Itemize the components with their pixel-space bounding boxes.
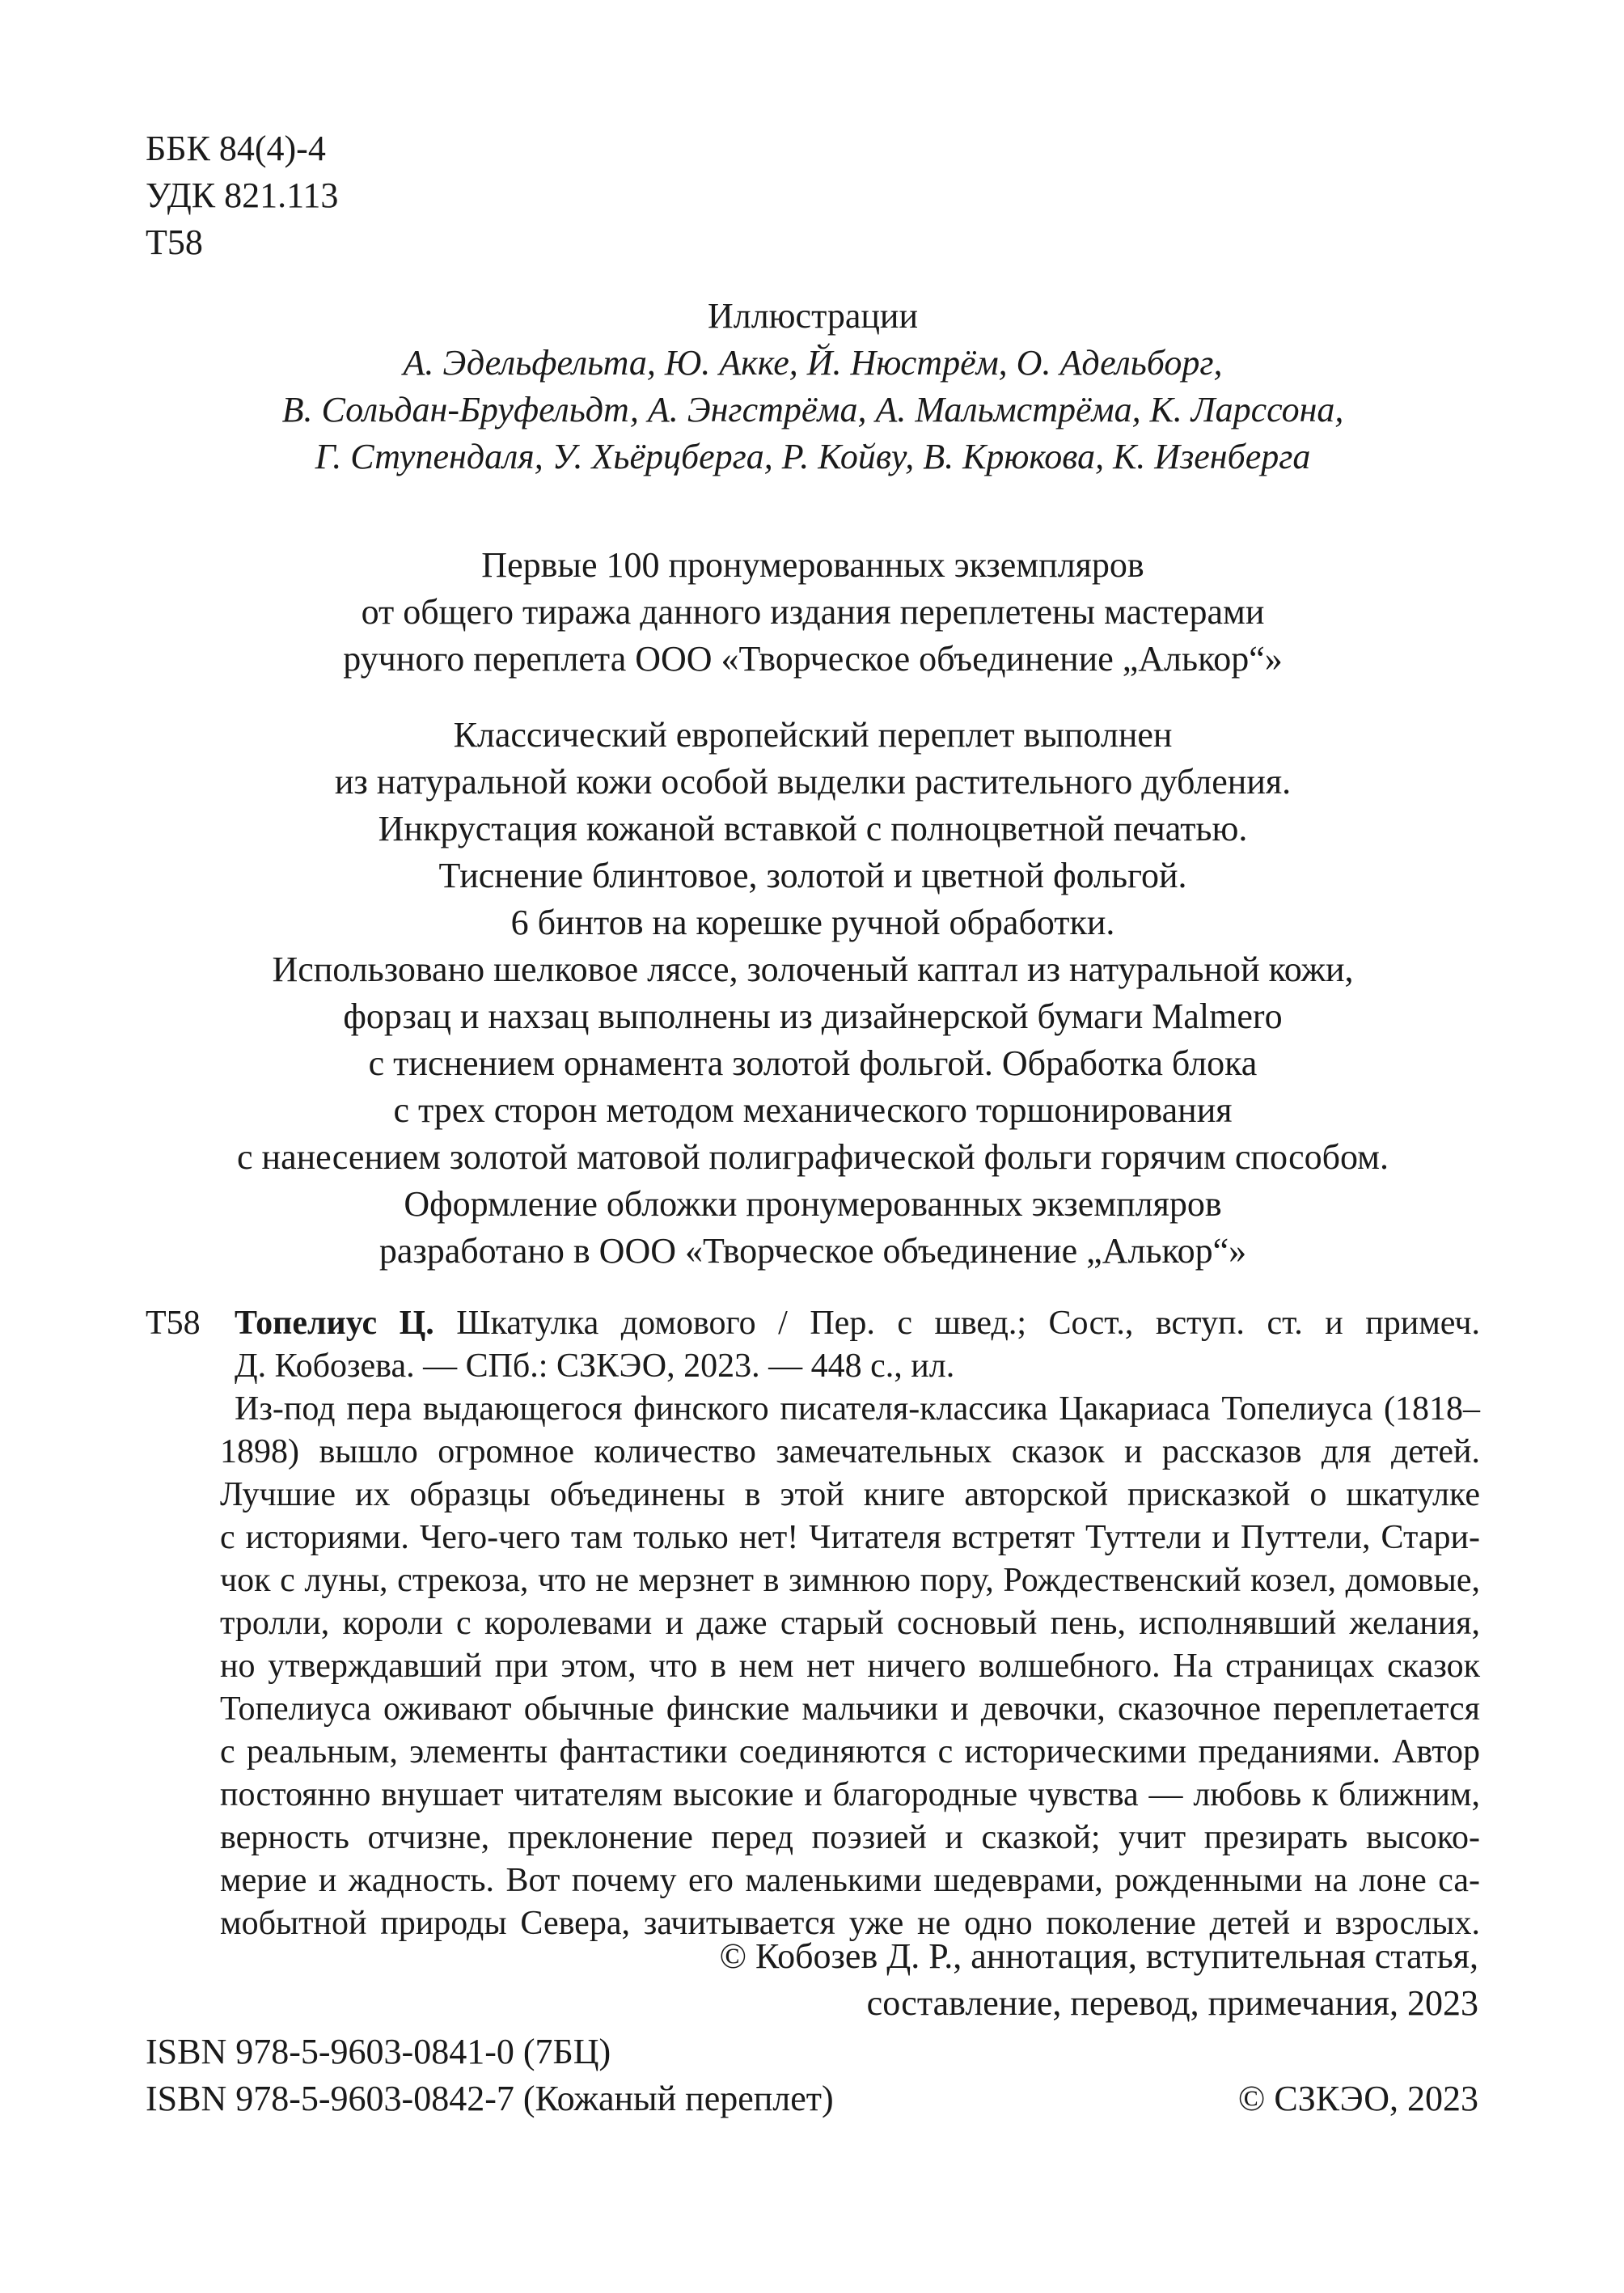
binding-line: с тиснением орнамента золотой фольгой. Обработка блока [368, 1043, 1258, 1083]
isbn-line: ISBN 978-5-9603-0842-7 (Кожаный переплет) [146, 2079, 834, 2118]
summary-line: с реальным, элементы фантастики соединяются с историческими преданиями. Автор [220, 1733, 1480, 1771]
summary-line: мерие и жадность. Вот почему его маленькими шедеврами, рожденными на лоне са- [220, 1862, 1480, 1899]
copyright-line: © Кобозев Д. Р., аннотация, вступительная статья, [719, 1936, 1478, 1976]
summary-line: верность отчизне, преклонение перед поэзией и сказкой; учит презирать высоко- [220, 1819, 1480, 1856]
numbered-copies-line: ручного переплета ООО «Творческое объединение „Алькор“» [343, 639, 1283, 679]
isbn-block [146, 2029, 834, 2122]
annotation-author-mark: Т58 [146, 1305, 201, 1342]
summary-line: Из-под пера выдающегося финского писателя-классика Цакариаса Топелиуса (1818– [235, 1390, 1480, 1428]
classification-codes [146, 125, 338, 266]
udk-code: УДК 821.113 [146, 176, 339, 215]
summary-line: Топелиуса оживают обычные финские мальчики и девочки, сказочное переплетается [220, 1690, 1480, 1728]
illustrations-heading: Иллюстрации [707, 296, 919, 336]
summary-line: тролли, короли с королевами и даже старый сосновый пень, исполнявший желания, [220, 1605, 1480, 1642]
binding-description [146, 712, 1480, 1275]
binding-line: разработано в ООО «Творческое объединение „Алькор“» [379, 1231, 1247, 1271]
copyright-publisher: © СЗКЭО, 2023 [1237, 2079, 1478, 2118]
binding-line: Использовано шелковое ляссе, золоченый каптал из натуральной кожи, [272, 950, 1354, 989]
copyright-line: составление, перевод, примечания, 2023 [866, 1983, 1478, 2023]
binding-line: с нанесением золотой матовой полиграфической фольги горячим способом. [237, 1137, 1389, 1177]
illustrations-credits [146, 293, 1480, 480]
summary-line: Лучшие их образцы объединены в этой книге авторской присказкой о шкатулке [220, 1476, 1480, 1513]
illustrators-line: В. Сольдан-Бруфельдт, А. Энгстрёма, А. Мальмстрёма, К. Ларссона, [281, 390, 1344, 429]
annotation-body [220, 1302, 1481, 1945]
biblio-line: Д. Кобозева. — СПб.: СЗКЭО, 2023. — 448 с., ил. [235, 1347, 955, 1385]
biblio-line [235, 1302, 1480, 1345]
numbered-copies-note [146, 542, 1480, 683]
binding-line: Инкрустация кожаной вставкой с полноцветной печатью. [378, 809, 1248, 848]
isbn-line: ISBN 978-5-9603-0841-0 (7БЦ) [146, 2032, 611, 2071]
summary-line: с историями. Чего-чего там только нет! Читателя встретят Туттели и Путтели, Стари- [220, 1519, 1480, 1556]
summary-line: чок с луны, стрекоза, что не мерзнет в зимнюю пору, Рождественский козел, домовые, [220, 1562, 1480, 1599]
binding-line: форзац и нахзац выполнены из дизайнерской бумаги Malmero [343, 996, 1283, 1036]
binding-line: Классический европейский переплет выполнен [453, 715, 1173, 755]
copyright-kobozev [720, 1933, 1478, 2027]
binding-line: с трех сторон методом механического торшонирования [393, 1090, 1233, 1130]
binding-line: Тиснение блинтовое, золотой и цветной фольгой. [438, 856, 1187, 895]
binding-line: 6 бинтов на корешке ручной обработки. [510, 903, 1115, 942]
summary-line: постоянно внушает читателям высокие и благородные чувства — любовь к ближним, [220, 1776, 1480, 1813]
illustrators-line: А. Эдельфельта, Ю. Акке, Й. Нюстрём, О. Адельборг, [403, 343, 1223, 383]
bibliographic-annotation [146, 1302, 1480, 1945]
annotation-summary [220, 1388, 1480, 1945]
author-name: Топелиус Ц. [235, 1305, 434, 1342]
numbered-copies-line: от общего тиража данного издания переплетены мастерами [361, 592, 1265, 632]
binding-line: из натуральной кожи особой выделки растительного дубления. [334, 762, 1292, 802]
summary-line: мобытной природы Севера, зачитывается уже не одно поколение детей и взрослых. [220, 1905, 1480, 1942]
binding-line: Оформление обложки пронумерованных экземпляров [404, 1184, 1222, 1224]
biblio-title: Шкатулка домового / Пер. с швед.; Сост., вступ. ст. и примеч. [456, 1305, 1481, 1342]
author-mark: Т58 [146, 222, 203, 262]
summary-line: 1898) вышло огромное количество замечательных сказок и рассказов для детей. [220, 1433, 1480, 1470]
summary-line: но утверждавший при этом, что в нем нет ничего волшебного. На страницах сказок [220, 1648, 1480, 1685]
bbk-code: ББК 84(4)-4 [146, 129, 326, 168]
illustrators-line: Г. Ступендаля, У. Хьёрцберга, Р. Койву, В. Крюкова, К. Изенберга [315, 437, 1311, 476]
numbered-copies-line: Первые 100 пронумерованных экземпляров [481, 545, 1144, 585]
